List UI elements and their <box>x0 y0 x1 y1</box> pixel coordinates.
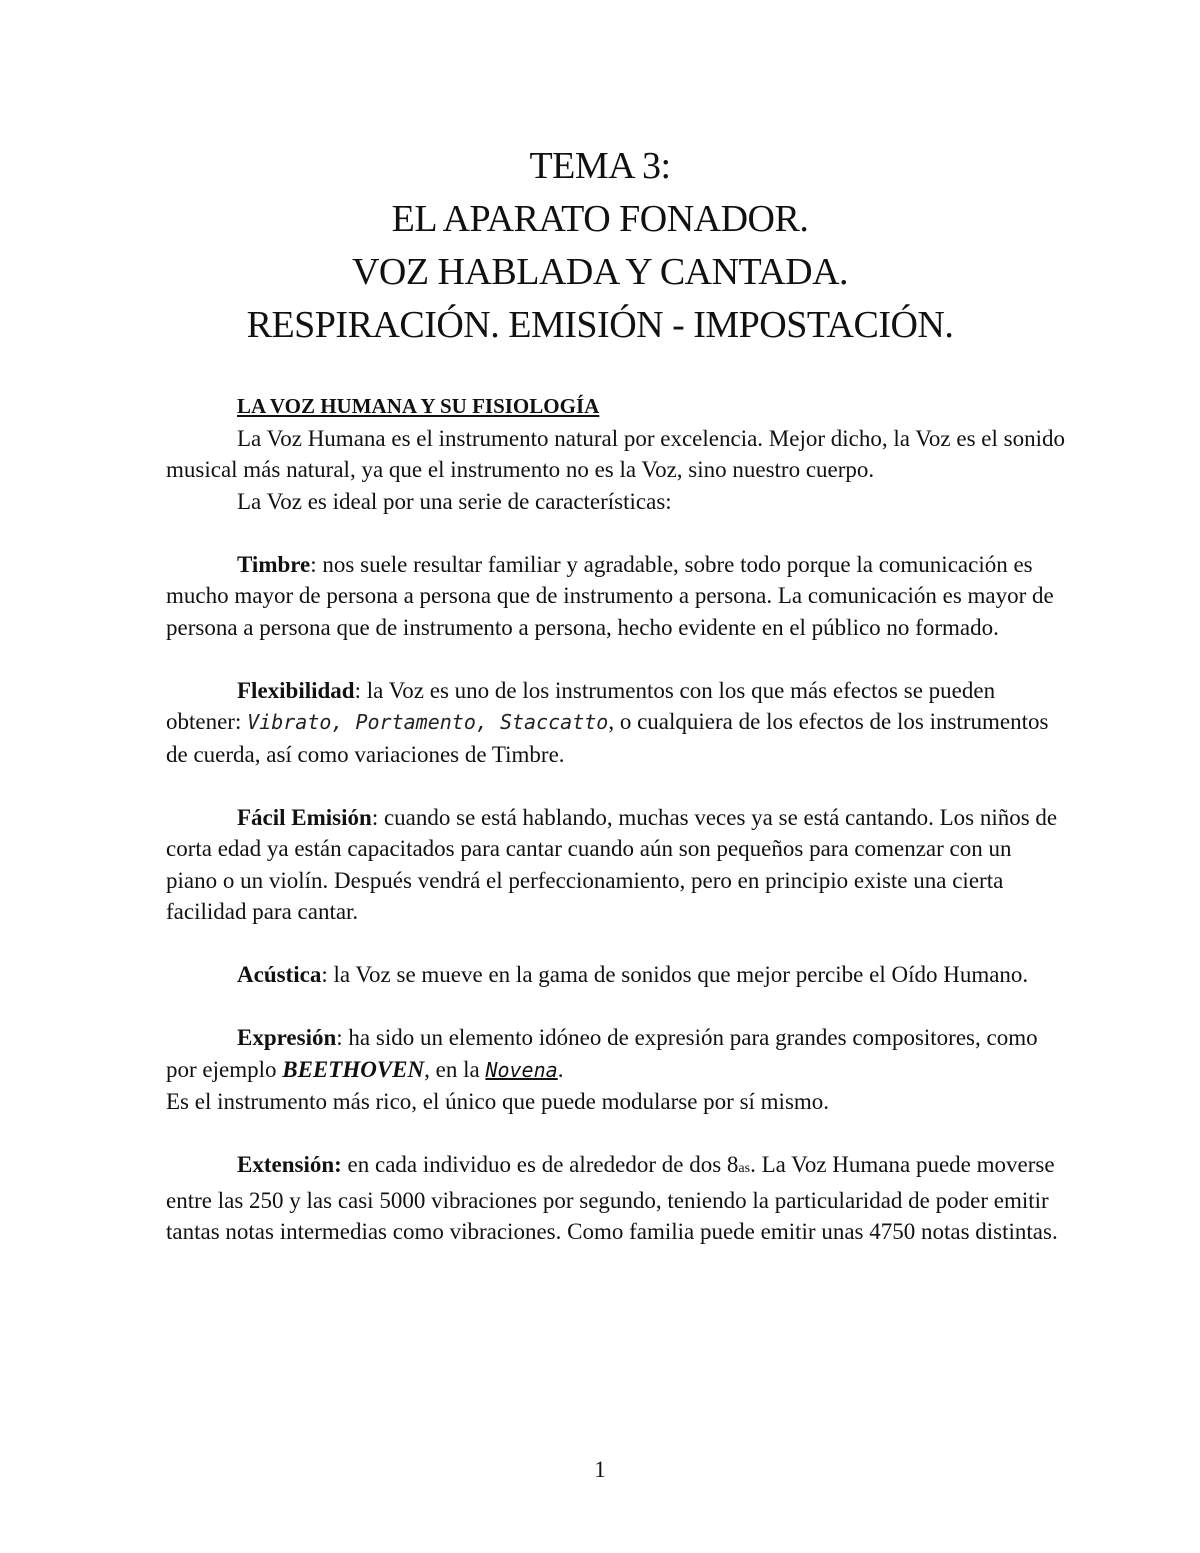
spacer <box>166 643 1066 675</box>
paragraph-expresion-line2: Es el instrumento más rico, el único que puede modularse por sí mismo. <box>166 1089 830 1114</box>
text-extension-b: . La Voz Humana puede moverse entre las 250 y las casi 5000 vibraciones por segundo, teniendo la particularidad de poder emitir tantas notas intermedias como vibraciones. Como familia puede emitir unas 4750 notas distintas. <box>166 1152 1058 1244</box>
term-flexibilidad: Flexibilidad <box>237 677 355 703</box>
paragraph-timbre <box>166 549 1066 644</box>
text-facil-emision: : cuando se está hablando, muchas veces ya se está cantando. Los niños de corta edad ya están capacitados para cantar cuando aún son pequeños para comenzar con un piano o un violín. Después vendrá el perfeccionamiento, pero en principio existe una cierta facilidad para cantar. <box>166 804 1058 924</box>
page-number: 1 <box>594 1457 606 1482</box>
term-extension: Extensión: <box>237 1152 342 1177</box>
spacer <box>166 928 1066 960</box>
document-body <box>166 391 1066 1248</box>
title-line-1: TEMA 3: <box>529 145 671 187</box>
title-line-4: RESPIRACIÓN. EMISIÓN - IMPOSTACIÓN. <box>246 304 954 346</box>
spacer <box>166 517 1066 549</box>
term-facil-emision: Fácil Emisión <box>237 804 372 830</box>
text-expresion-c: . <box>557 1056 564 1082</box>
work-title: Novena <box>485 1057 558 1082</box>
intro-paragraph-2: La Voz es ideal por una serie de características: <box>237 488 672 514</box>
composer-name: BEETHOVEN <box>282 1056 425 1082</box>
term-acustica: Acústica <box>237 962 322 987</box>
paragraph-acustica <box>166 959 1066 991</box>
section-heading: LA VOZ HUMANA Y SU FISIOLOGÍA <box>237 394 600 418</box>
spacer <box>166 770 1066 802</box>
spacer <box>166 991 1066 1023</box>
text-flexibilidad-b: , o cualquiera de los efectos de los instrumentos de cuerda, así como variaciones de Timbre. <box>166 709 1049 767</box>
paragraph-flexibilidad <box>166 675 1066 771</box>
paragraph-facil-emision <box>166 802 1066 928</box>
document-title <box>0 140 1200 352</box>
ordinal-suffix: as <box>738 1161 751 1176</box>
spacer <box>166 1118 1066 1150</box>
intro-paragraph-1: La Voz Humana es el instrumento natural por excelencia. Mejor dicho, la Voz es el sonido musical más natural, ya que el instrumento no es la Voz, sino nuestro cuerpo. <box>166 425 1065 482</box>
text-timbre: : nos suele resultar familiar y agradable, sobre todo porque la comunicación es mucho mayor de persona a persona que de instrumento a persona. La comunicación es mayor de persona a persona que de instrumento a persona, hecho evidente en el público no formado. <box>166 551 1054 640</box>
text-extension-a: en cada individuo es de alrededor de dos 8 <box>341 1152 739 1177</box>
text-expresion-a: : ha sido un elemento idóneo de expresión para grandes compositores, como por ejemplo <box>166 1025 1038 1082</box>
title-line-2: EL APARATO FONADOR. <box>391 198 809 240</box>
term-timbre: Timbre <box>237 551 311 577</box>
paragraph-expresion <box>166 1022 1066 1086</box>
text-acustica: : la Voz se mueve en la gama de sonidos que mejor percibe el Oído Humano. <box>321 962 1029 987</box>
term-expresion: Expresión <box>237 1025 337 1050</box>
text-expresion-b: , en la <box>424 1056 486 1082</box>
title-line-3: VOZ HABLADA Y CANTADA. <box>351 251 849 293</box>
text-flexibilidad-a: : la Voz es uno de los instrumentos con los que más efectos se pueden obtener: <box>166 677 996 734</box>
paragraph-extension <box>166 1149 1066 1248</box>
effects-list: Vibrato, Portamento, Staccatto <box>247 710 609 734</box>
